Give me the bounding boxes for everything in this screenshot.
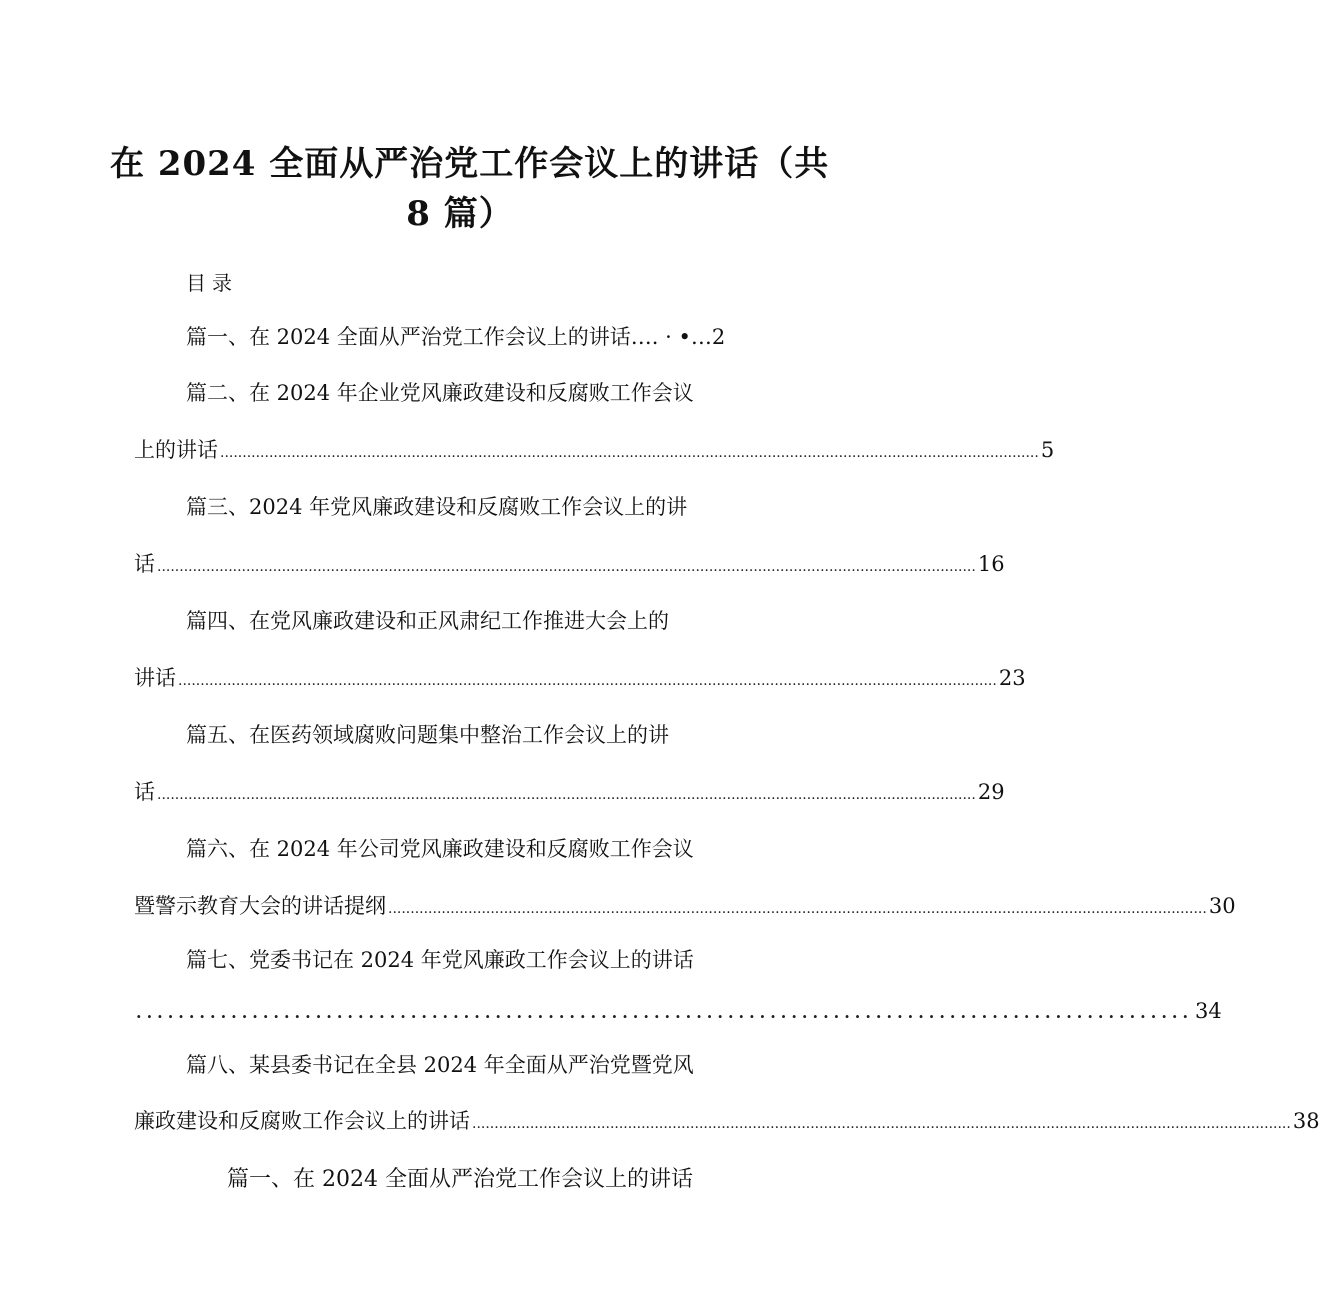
- toc-entry-3-page: 16: [977, 552, 1005, 576]
- toc-entry-2-page: 5: [1040, 438, 1055, 462]
- toc-entry-6-line-2[interactable]: [134, 891, 1236, 921]
- toc-entry-1-title: 篇一、在 2024 全面从严治党工作会议上的讲话…. · •…: [186, 325, 712, 349]
- toc-leader-dots: ........................................................................................................................................................................................: [220, 445, 1039, 461]
- toc-entry-1[interactable]: [186, 322, 770, 352]
- toc-entry-8-page: 38: [1292, 1109, 1320, 1133]
- toc-entry-5-title-cont: 话: [134, 780, 155, 804]
- toc-entry-1-page: 2: [711, 325, 726, 349]
- toc-entry-4-line-2[interactable]: [134, 663, 1026, 693]
- toc-entry-2-line-2[interactable]: [134, 435, 1055, 465]
- toc-leader-dots: ........................................................................................................................................................................................: [157, 787, 976, 803]
- toc-entry-8-line-2[interactable]: [134, 1106, 1320, 1136]
- toc-entry-6-page: 30: [1208, 894, 1236, 918]
- toc-entry-7-page: 34: [1195, 999, 1222, 1023]
- toc-entry-6-line-1[interactable]: 篇六、在 2024 年公司党风廉政建设和反腐败工作会议: [186, 837, 694, 861]
- toc-entry-2-title-cont: 上的讲话: [134, 438, 218, 462]
- section-title: 篇一、在 2024 全面从严治党工作会议上的讲话: [227, 1167, 693, 1192]
- toc-entry-2-line-1[interactable]: 篇二、在 2024 年企业党风廉政建设和反腐败工作会议: [186, 381, 694, 405]
- toc-entry-7-line-2[interactable]: [134, 996, 1222, 1026]
- toc-entry-6-title-cont: 暨警示教育大会的讲话提纲: [134, 894, 386, 918]
- toc-leader-dots: ........................................................................................................................................................................................: [178, 673, 997, 689]
- toc-entry-3-title-cont: 话: [134, 552, 155, 576]
- toc-entry-8-title-cont: 廉政建设和反腐败工作会议上的讲话: [134, 1109, 470, 1133]
- toc-entry-3-line-2[interactable]: [134, 549, 1005, 579]
- toc-entry-3-line-1[interactable]: 篇三、2024 年党风廉政建设和反腐败工作会议上的讲: [186, 495, 688, 519]
- toc-entry-8-line-1[interactable]: 篇八、某县委书记在全县 2024 年全面从严治党暨党风: [186, 1053, 694, 1077]
- toc-leader-dots: ....................................................................................................: [136, 1003, 1194, 1022]
- toc-leader-dots: ........................................................................................................................................................................................: [388, 901, 1207, 917]
- toc-entry-5-line-1[interactable]: 篇五、在医药领域腐败问题集中整治工作会议上的讲: [186, 723, 669, 747]
- toc-entry-5-line-2[interactable]: [134, 777, 1005, 807]
- toc-leader-dots: ........................................................................................................................................................................................: [157, 559, 976, 575]
- document-title-line-2: 8 篇）: [406, 194, 514, 234]
- toc-heading: 目录: [186, 271, 238, 295]
- toc-entry-7-line-1[interactable]: 篇七、党委书记在 2024 年党风廉政工作会议上的讲话: [186, 948, 694, 972]
- toc-entry-4-title-cont: 讲话: [134, 666, 176, 690]
- toc-leader-dots: ........................................................................................................................................................................................: [472, 1116, 1291, 1132]
- toc-entry-4-line-1[interactable]: 篇四、在党风廉政建设和正风肃纪工作推进大会上的: [186, 609, 669, 633]
- toc-entry-4-page: 23: [998, 666, 1026, 690]
- toc-entry-5-page: 29: [977, 780, 1005, 804]
- document-title-line-1: 在 2024 全面从严治党工作会议上的讲话（共: [110, 144, 830, 184]
